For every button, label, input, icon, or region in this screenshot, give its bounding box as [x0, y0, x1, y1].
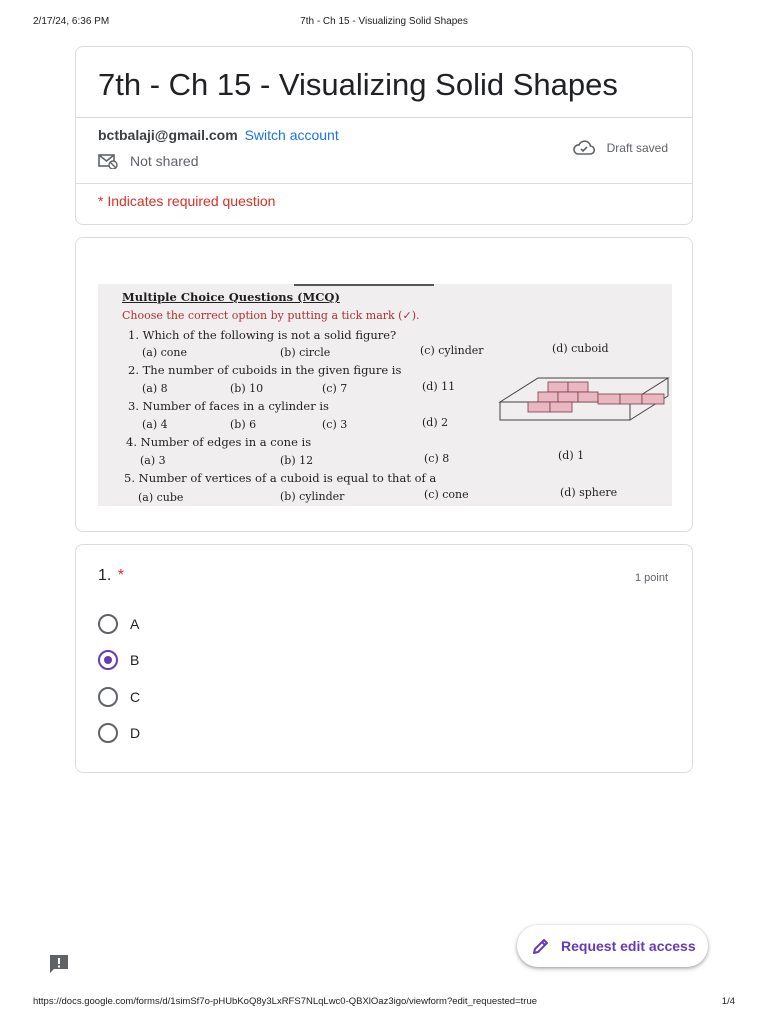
question-points: 1 point	[634, 572, 668, 584]
mcq-question: 2. The number of cuboids in the given figure is	[128, 363, 402, 377]
image-card	[75, 237, 693, 532]
option-label: B	[130, 652, 140, 668]
pencil-icon	[531, 936, 551, 956]
option-label: D	[130, 725, 141, 741]
option-label: C	[130, 689, 141, 705]
account-info	[98, 127, 339, 143]
mcq-option: (a) 3	[140, 454, 166, 467]
mcq-option: (d) 1	[558, 449, 585, 462]
mcq-option: (d) sphere	[560, 486, 618, 499]
divider	[76, 183, 692, 184]
required-note: * Indicates required question	[98, 193, 276, 209]
print-date: 2/17/24, 6:36 PM	[33, 16, 110, 27]
cuboids-figure	[498, 376, 670, 432]
mcq-option: (a) 4	[142, 418, 168, 431]
mcq-instruction: Choose the correct option by putting a tick mark (✓).	[122, 309, 420, 322]
switch-account-link[interactable]: Switch account	[244, 127, 339, 143]
option-d[interactable]	[98, 723, 140, 743]
print-title: 7th - Ch 15 - Visualizing Solid Shapes	[300, 16, 468, 27]
radio-button[interactable]	[98, 614, 118, 634]
mcq-option: (b) 12	[280, 454, 314, 467]
mcq-option: (a) 8	[142, 382, 168, 395]
mcq-heading: Multiple Choice Questions (MCQ)	[122, 290, 340, 304]
form-header-card	[75, 46, 693, 225]
option-a[interactable]	[98, 614, 139, 634]
draft-status-label: Draft saved	[606, 141, 668, 155]
mcq-option: (c) 7	[322, 382, 348, 395]
draft-status	[573, 140, 668, 156]
mcq-option: (b) cylinder	[280, 490, 345, 503]
mcq-image	[98, 284, 672, 506]
mcq-option: (b) 10	[230, 382, 264, 395]
feedback-icon[interactable]	[48, 953, 70, 975]
mcq-option: (c) cone	[424, 488, 469, 501]
mcq-question: 4. Number of edges in a cone is	[126, 435, 312, 449]
question-card	[75, 544, 693, 773]
mcq-option: (b) circle	[280, 346, 331, 359]
mcq-option: (c) 3	[322, 418, 348, 431]
mail-not-shared-icon	[98, 153, 118, 169]
print-header	[33, 16, 735, 30]
question-number: 1.	[98, 567, 112, 584]
print-page-number: 1/4	[721, 996, 735, 1007]
option-label: A	[130, 616, 140, 632]
shared-status	[98, 153, 198, 169]
mcq-option: (c) cylinder	[420, 344, 484, 357]
mcq-option: (b) 6	[230, 418, 257, 431]
request-edit-access-button[interactable]	[517, 925, 708, 967]
mcq-question: 1. Which of the following is not a solid figure?	[128, 328, 397, 342]
radio-button[interactable]	[98, 687, 118, 707]
radio-button[interactable]	[98, 723, 118, 743]
request-edit-access-label: Request edit access	[561, 938, 696, 954]
mcq-option: (a) cube	[138, 491, 184, 504]
divider	[76, 117, 692, 118]
required-star: *	[117, 567, 125, 584]
mcq-option: (d) 11	[422, 380, 456, 393]
mcq-question: 5. Number of vertices of a cuboid is equal to that of a	[124, 471, 437, 485]
shared-status-label: Not shared	[130, 153, 199, 169]
option-b[interactable]	[98, 650, 139, 670]
scan-edge	[294, 284, 434, 286]
print-url: https://docs.google.com/forms/d/1simSf7o-pHUbKoQ8y3LxRFS7NLqLwc0-QBXlOaz3igo/viewform?edit_requested=true	[33, 996, 538, 1007]
mcq-question: 3. Number of faces in a cylinder is	[128, 399, 329, 413]
radio-button-selected[interactable]	[98, 650, 118, 670]
cloud-done-icon	[573, 140, 595, 156]
option-c[interactable]	[98, 687, 140, 707]
print-footer	[33, 996, 735, 1010]
mcq-option: (d) cuboid	[552, 342, 609, 355]
mcq-option: (a) cone	[142, 346, 188, 359]
question-title	[98, 567, 124, 585]
mcq-option: (d) 2	[422, 416, 449, 429]
form-title: 7th - Ch 15 - Visualizing Solid Shapes	[98, 67, 618, 102]
mcq-option: (c) 8	[424, 452, 450, 465]
account-email: bctbalaji@gmail.com	[98, 127, 238, 143]
